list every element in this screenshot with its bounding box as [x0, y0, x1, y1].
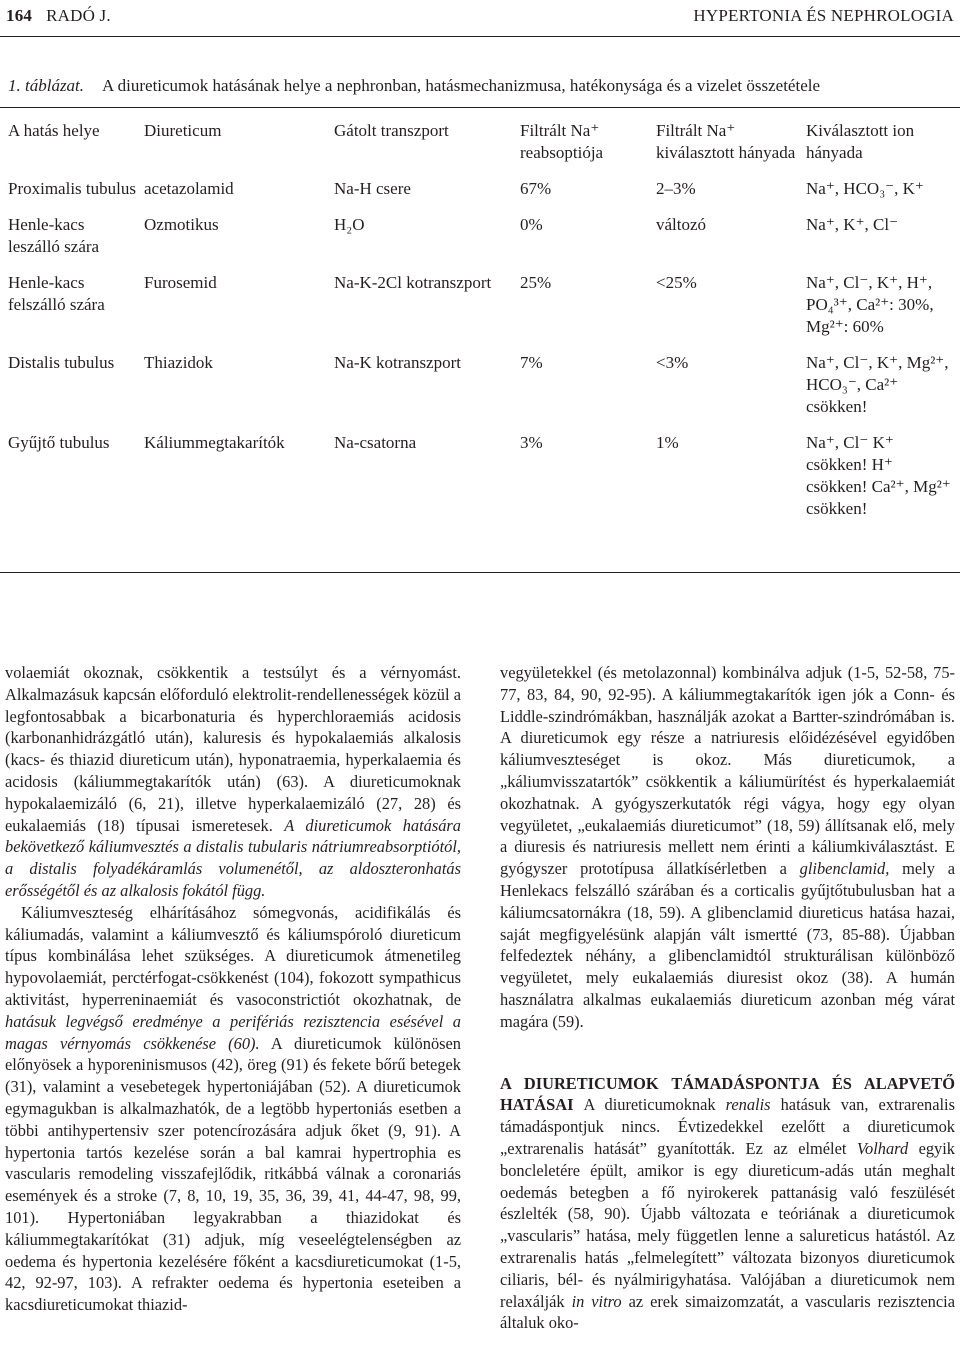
column-header: Gátolt transzport — [334, 121, 449, 140]
table-cell: 1% — [656, 433, 679, 452]
header-left — [6, 6, 111, 26]
paragraph-text: Káliumveszteség elhárításához sómegvonás, acidifikálás és káliumadás, valamint a káliumvesztő és káliumspóroló diureticum típus kombinálása lehet szükséges. A diureticumok átmenetileg hypovolaemiát, perctérfogat-csökkenést (104), fokozott sympathicus aktivitást, hyperreninaemiát és vasoconstrictiót okozhatnak, de — [5, 902, 461, 1009]
paragraph-text: hatásuk van, extrarenalis támadáspontjuk nincs. Évtizedekkel ezelőtt a diureticumok „extrarenalis hatását” gyanították. Ez az elmélet — [500, 1095, 955, 1158]
table-cell: Gyűjtő tubulus — [8, 433, 110, 452]
table-cell: Distalis tubulus — [8, 353, 115, 372]
table-cell: Henle-kacs leszálló szára — [8, 215, 100, 256]
table-cell: H₂O — [334, 215, 365, 234]
table-cell: <3% — [656, 353, 689, 372]
table-caption — [8, 76, 820, 96]
table-cell: Na⁺, HCO₃⁻, K⁺ — [806, 179, 924, 198]
italic-emphasis: Volhard — [856, 1138, 909, 1158]
header-rule — [0, 36, 960, 37]
paragraph-text: egyik boncleletére épült, amikor is egy diureticum-adás után meghalt oedemás betegben a fő nyirokerek pattanásig való feszülését észlelték (58, 90). Újabb változata e teóriának a diureticumok „vascularis” hatása, mely független lenne a salureticus hatástól. Az extrarenalis hatás „felmelegített” változata bizonyos diureticumok ciliaris, bél- és nyálmirigyhatása. Valójában a diureticumok nem relaxálják — [500, 1138, 955, 1311]
paragraph-text: vegyületekkel (és metolazonnal) kombinálva adjuk (1-5, 52-58, 75-77, 83, 84, 90, 92-95). A káliummegtakarítók igen jók a Conn- és Liddle-szindrómákban, használják azokat a Bartter-szindrómában is. A diureticumok egy része a natriuresis előidézésével egyidőben káliumveszteséget is okoz. Más diureticumok, a „káliumvisszatartók” csökkentik a káliumürítést és hyperkalaemiát okozhatnak. A gyógyszerkutatók régi vágya, hogy egy olyan vegyületet, „eukalaemiás diureticumot” (18, 59) állítsanak elő, mely a diuresis és natriuresis mellett nem érinti a káliumkiválasztást. E gyógyszer prototípusa állatkísérletben a — [500, 663, 955, 879]
italic-emphasis: renalis — [725, 1095, 771, 1115]
paragraph-text: volaemiát okoznak, csökkentik a testsúlyt és a vérnyomást. Alkalmazásuk kapcsán előforduló elektrolit-rendellenességek közül a legfontosabbak a bicarbonaturia és hyperchloraemiás acidosis (karbonanhidrázgátló után), kaluresis és hypokalaemiás alkalosis (kacs- és thiazid diureticum után), hyponatraemia, hyperkalaemia és acidosis (káliummegtakarítók után) (63). A diureticumoknak hypokalaemizáló (6, 21), illetve hyperkalaemizáló (27, 28) és eukalaemiás (18) típusai ismeretesek. — [5, 663, 461, 835]
paragraph-text: mely a Henlekacs felszálló szárában és a corticalis gyűjtőtubulusban hat a káliumcsatornákra (18, 59). A glibenclamid diureticus hatása hazai, saját megfigyelésünk alapján vált ismertté (73, 85-88). Újabban felfedeztek néhány, a glibenclamidtól strukturálisan különböző vegyületet, mely eukalaemiás diuresist okoz (38). A humán használatra alkalmas eukalaemiás diureticum azonban még várat magára (59). — [500, 859, 955, 1031]
left-text-column — [5, 662, 461, 1316]
italic-emphasis: in vitro — [571, 1291, 622, 1311]
table-cell: Na⁺, K⁺, Cl⁻ — [806, 215, 899, 234]
italic-emphasis: glibenclamid, — [799, 859, 890, 879]
section-heading-paragraph — [500, 1073, 955, 1335]
header-author: RADÓ J. — [46, 6, 111, 25]
table-row — [4, 272, 956, 352]
table-bottom-rule — [0, 572, 960, 573]
table-cell: Na-csatorna — [334, 433, 417, 452]
paragraph — [5, 902, 461, 1316]
table-cell: 25% — [520, 273, 552, 292]
column-header: A hatás helye — [8, 121, 100, 140]
running-header — [6, 5, 954, 27]
table-cell: Thiazidok — [144, 353, 213, 372]
table-label: 1. táblázat. — [8, 76, 85, 95]
table-header-row — [4, 120, 956, 178]
table-row — [4, 214, 956, 272]
paragraph — [500, 662, 955, 1033]
paragraph — [5, 662, 461, 902]
table-cell: Káliummegtakarítók — [144, 433, 285, 452]
diuretics-table — [4, 120, 956, 534]
table-top-rule — [0, 107, 960, 108]
table-cell: Na⁺, Cl⁻, K⁺, H⁺, PO₄³⁺, Ca²⁺: 30%, Mg²⁺: 60% — [806, 273, 934, 336]
table-cell: Na⁺, Cl⁻, K⁺, Mg²⁺, HCO₃⁻, Ca²⁺ csökken! — [806, 353, 949, 416]
table-cell: Na-H csere — [334, 179, 411, 198]
column-header: Filtrált Na⁺ reabsoptiója — [520, 121, 604, 162]
column-header: Filtrált Na⁺ kiválasztott hányada — [656, 121, 796, 162]
table-row — [4, 178, 956, 214]
table-cell: Henle-kacs felszálló szára — [8, 273, 105, 314]
table-cell: 0% — [520, 215, 543, 234]
paragraph-text: A diureticumoknak — [583, 1095, 716, 1115]
paragraph-text: az erek simaizomzatát, a vascularis rezisztencia általuk oko- — [500, 1291, 955, 1333]
column-header: Diureticum — [144, 121, 222, 140]
table-row — [4, 352, 956, 432]
table-cell: 2–3% — [656, 179, 696, 198]
table-cell: Na⁺, Cl⁻ K⁺ csökken! H⁺ csökken! Ca²⁺, Mg²⁺ csökken! — [806, 433, 951, 518]
table-cell: Furosemid — [144, 273, 217, 292]
section-heading: A DIURETICUMOK TÁMADÁSPONTJA ÉS ALAPVETŐ HATÁSAI — [500, 1073, 955, 1115]
table-cell: 67% — [520, 179, 552, 198]
table-cell: <25% — [656, 273, 697, 292]
table-cell: Na-K kotranszport — [334, 353, 461, 372]
table-cell: Na-K-2Cl kotranszport — [334, 273, 492, 292]
table-cell: Proximalis tubulus — [8, 179, 136, 198]
page-number: 164 — [6, 6, 33, 25]
table-row — [4, 432, 956, 534]
table-cell: változó — [656, 215, 707, 234]
italic-emphasis: hatásuk legvégső eredménye a perifériás rezisztencia esésével a magas vérnyomás csökkenése (60). — [5, 1011, 461, 1053]
table-cell: 7% — [520, 353, 543, 372]
table-cell: Ozmotikus — [144, 215, 219, 234]
header-running-title: HYPERTONIA ÉS NEPHROLOGIA — [693, 6, 954, 25]
paragraph-text: A diureticumok különösen előnyösek a hyporeninismusos (42), öreg (91) és fekete bőrű betegek (31), valamint a vesebetegek hypertoniájában (52). A diureticumok egymagukban is alkalmazhatók, de a legtöbb hypertoniás esetben a többi antihypertensiv szer potencírozására adjuk őket (9, 91). A hypertonia tartós kezelése során a bal kamrai hypertrophia es vascularis remodeling visszafejlődik, ritkábbá válnak a coronariás események és a stroke (7, 8, 10, 19, 35, 36, 39, 41, 44-47, 98, 99, 101). Hypertoniában legyakrabban a thiazidokat és káliummegtakarítókat (31) adjuk, míg veseelégtelenségben az oedema és hypertonia kezelésére főként a kacsdiureticumokat (1-5, 42, 92-97, 103). A refrakter oedema és hypertonia eseteiben a kacsdiureticumokat thiazid- — [5, 1033, 461, 1315]
italic-emphasis: A diureticumok hatására bekövetkező káliumvesztés a distalis tubularis nátriumreabsorptiótól, a distalis folyadékáramlás volumenétől, az aldoszteronhatás erősségétől és az alkalosis fokától függ. — [5, 815, 461, 900]
table-cell: acetazolamid — [144, 179, 234, 198]
right-text-column — [500, 662, 955, 1334]
table-title: A diureticumok hatásának helye a nephronban, hatásmechanizmusa, hatékonysága és a vizelet összetétele — [102, 76, 821, 95]
column-header: Kiválasztott ion hányada — [806, 121, 915, 162]
table-cell: 3% — [520, 433, 543, 452]
